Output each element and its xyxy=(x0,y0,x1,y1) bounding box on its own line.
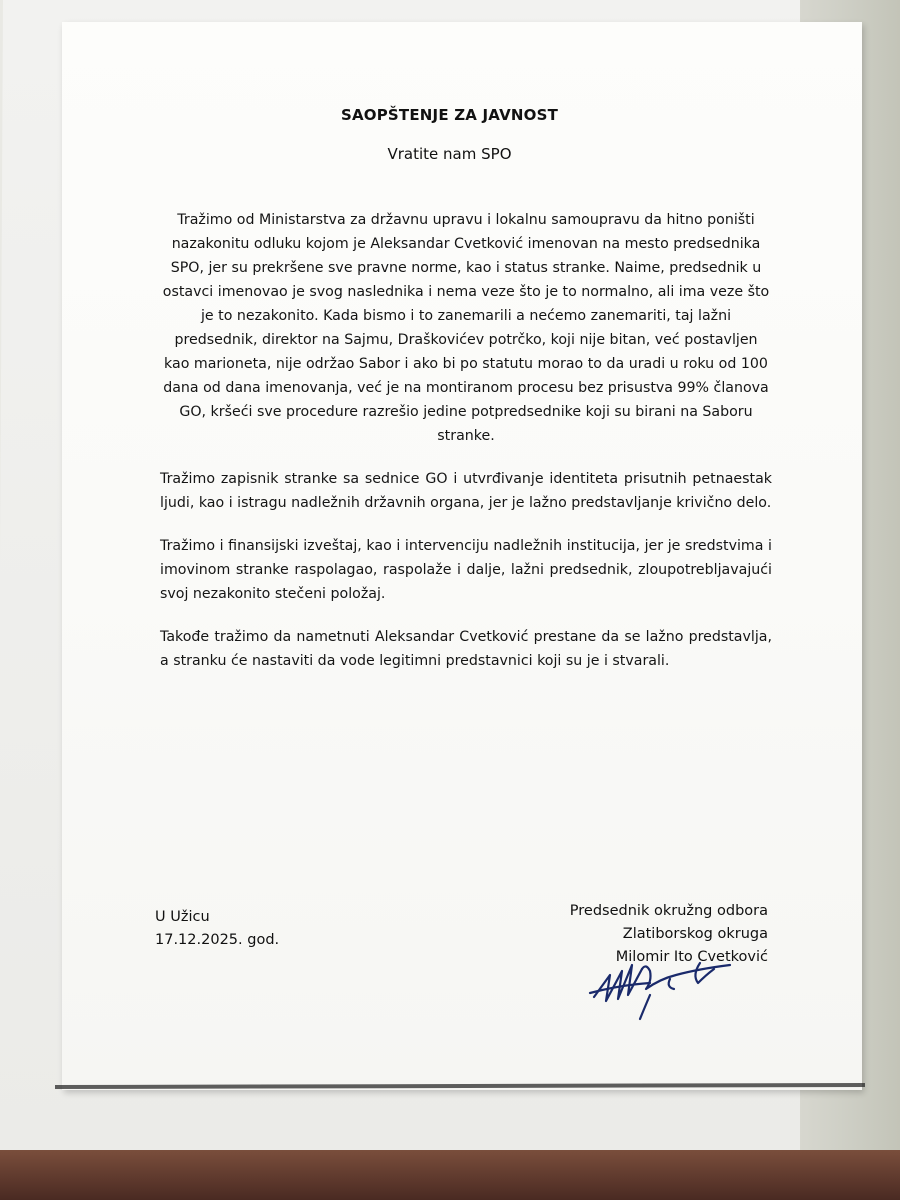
paragraph-4: Takođe tražimo da nametnuti Aleksandar Cvetković prestane da se lažno predstavlja, a stranku će nastaviti da vode legitimni predstavnici koji su je i stvarali. xyxy=(160,629,772,669)
paragraph-3: Tražimo i finansijski izveštaj, kao i intervenciju nadležnih institucija, jer je sredstvima i imovinom stranke raspolagao, raspolaže i dalje, lažni predsednik, zloupotrebljavajući svoj nezakonito stečeni položaj. xyxy=(160,538,772,602)
signatory-title: Predsednik okružng odbora xyxy=(569,903,768,919)
signatory-name: Milomir Ito Cvetković xyxy=(615,949,768,965)
document-body xyxy=(160,208,772,692)
paragraph-1: Tražimo od Ministarstva za državnu upravu i lokalnu samoupravu da hitno poništi nazakonitu odluku kojom je Aleksandar Cvetković imenovan na mesto predsednika SPO, jer su prekršene sve pravne norme, kao i status stranke. Naime, predsednik u ostavci imenovao je svog naslednika i nema veze što je to normalno, ali ima veze što je to nezakonito. Kada bismo i to zanemarili a nećemo zanemariti, taj lažni predsednik, direktor na Sajmu, Draškovićev potrčko, koji nije bitan, već postavljen kao marioneta, nije održao Sabor i ako bi po statutu morao to da uradi u roku od 100 dana od dana imenovanja, već je na montiranom procesu bez prisustva 99% članova GO, kršeći sve procedure razrešio jedine potpredsednike koji su birani na Saboru stranke. xyxy=(162,212,770,444)
date-text: 17.12.2025. god. xyxy=(155,932,280,948)
paragraph-2: Tražimo zapisnik stranke sa sednice GO i utvrđivanje identiteta prisutnih petnaestak ljudi, kao i istragu nadležnih državnih organa, jer je lažno predstavljanje krivično delo. xyxy=(160,471,772,511)
signatory-district: Zlatiborskog okruga xyxy=(622,926,768,942)
place-text: U Užicu xyxy=(155,909,210,925)
place-date-block xyxy=(155,906,279,952)
document-subtitle: Vratite nam SPO xyxy=(387,145,512,163)
document-title: SAOPŠTENJE ZA JAVNOST xyxy=(340,106,559,124)
handwritten-signature xyxy=(580,935,760,1025)
background-floor xyxy=(0,1150,900,1200)
